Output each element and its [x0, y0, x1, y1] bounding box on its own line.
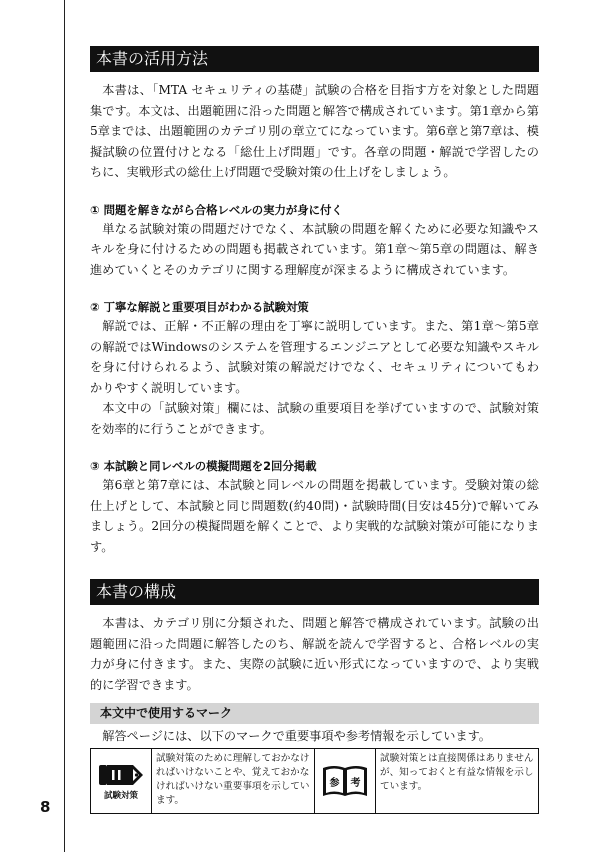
page-number: 8: [40, 798, 51, 816]
mark-exam-tips-description: 試験対策のために理解しておかなければいけないことや、覚えておかなければいけない重要事項を示しています。: [156, 753, 310, 806]
item-2-paragraph: 解説では、正解・不正解の理由を丁寧に説明しています。また、第1章〜第5章の解説ではWindowsのシステムを管理するエンジニアとして必要な知識やスキルを身に付けられるよう、試験対策の解説だけでなく、セキュリティについてもわかりやすく説明しています。: [90, 319, 539, 395]
mark-exam-tips: [91, 749, 314, 813]
item-3-paragraph: 第6章と第7章には、本試験と同レベルの問題を掲載しています。受験対策の総仕上げとして、本試験と同じ問題数(約40問)・試験時間(目安は45分)で解いてみましょう。2回分の模擬問題を解くことで、より実戦的な試験対策が可能になります。: [90, 478, 539, 554]
marks-table: [90, 748, 539, 814]
section-title-structure: 本書の構成: [90, 579, 539, 605]
mark-reference-description: 試験対策とは直接関係はありませんが、知っておくと有益な情報を示しています。: [380, 753, 534, 792]
item-2-heading: ② 丁寧な解説と重要項目がわかる試験対策: [90, 300, 309, 314]
marks-heading: 本文中で使用するマーク: [90, 703, 539, 724]
pencil-icon: [98, 762, 144, 788]
section-title-usage: 本書の活用方法: [90, 46, 539, 72]
marks-intro: 解答ページには、以下のマークで重要事項や参考情報を示しています。: [102, 729, 491, 743]
item-2-paragraph: 本文中の「試験対策」欄には、試験の重要項目を挙げていますので、試験対策を効率的に行うことができます。: [90, 401, 539, 436]
structure-intro-paragraph: 本書は、カテゴリ別に分類された、問題と解答で構成されています。試験の出題範囲に沿った問題に解答したのち、解説を読んで学習すると、合格レベルの実力が身に付きます。また、実際の試験に近い形式になっていますので、より実戦的に学習できます。: [90, 616, 539, 692]
mark-reference: [314, 749, 538, 813]
mark-exam-tips-icon-box: [91, 749, 152, 813]
item-1-heading: ① 問題を解きながら合格レベルの実力が身に付く: [90, 202, 343, 217]
item-1-paragraph: 単なる試験対策の問題だけでなく、本試験の問題を解くために必要な知識やスキルを身に付けるための問題も掲載されています。第1章〜第5章の問題は、解き進めていくとそのカテゴリに関する理解度が深まるように構成されています。: [90, 221, 539, 277]
usage-intro-paragraph: 本書は、「MTA セキュリティの基礎」試験の合格を目指す方を対象とした問題集です。本文は、出題範囲に沿った問題と解答で構成されています。第1章から第5章までは、出題範囲のカテゴリ別の章立てになっています。第6章と第7章は、模擬試験の位置付けとなる「総仕上げ問題」です。各章の問題・解説で学習したのちに、実戦形式の総仕上げ問題で受験対策の仕上げをしましょう。: [90, 83, 539, 179]
mark-reference-icon-box: [315, 749, 376, 813]
page-margin-line: [64, 0, 65, 852]
mark-exam-tips-label: 試験対策: [103, 790, 138, 801]
svg-text:参: 参: [329, 778, 340, 789]
item-3-heading: ③ 本試験と同レベルの模擬問題を2回分掲載: [90, 459, 317, 473]
open-book-icon: [321, 762, 369, 800]
page-content: [90, 46, 539, 814]
svg-text:考: 考: [350, 778, 361, 789]
